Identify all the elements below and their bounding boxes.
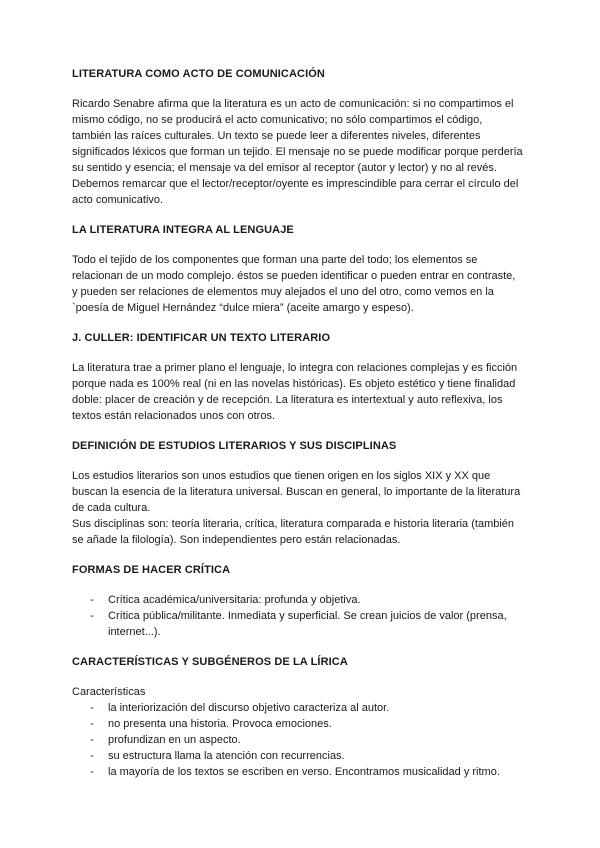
bullet-marker: - xyxy=(90,718,94,730)
bullet-marker: - xyxy=(90,594,94,606)
paragraph-line: porque nada es 100% real (ni en las novelas históricas). Es objeto estético y tiene finalidad xyxy=(72,378,516,390)
section-culler xyxy=(72,330,532,424)
paragraph-line: mismo código, no se producirá el acto comunicativo; no sólo compartimos el código, xyxy=(72,114,483,126)
paragraph-line: Los estudios literarios son unos estudios que tienen origen en los siglos XIX y XX que xyxy=(72,470,491,482)
bullet-list xyxy=(72,592,532,640)
list-item-text: su estructura llama la atención con recurrencias. xyxy=(108,750,345,762)
paragraph-line: La literatura trae a primer plano el lenguaje, lo integra con relaciones complejas y es ficción xyxy=(72,362,518,374)
section-heading: CARACTERÍSTICAS Y SUBGÉNEROS DE LA LÍRICA xyxy=(72,656,348,668)
bullet-marker: - xyxy=(90,750,94,762)
list-item-text: Crítica académica/universitaria: profunda y objetiva. xyxy=(108,594,361,606)
bullet-marker: - xyxy=(90,734,94,746)
document-body xyxy=(72,66,532,794)
paragraph-line: de cada cultura. xyxy=(72,502,151,514)
list-item-text: profundizan en un aspecto. xyxy=(108,734,241,746)
paragraph-line: se añade la filología). Son independientes pero están relacionadas. xyxy=(72,534,401,546)
paragraph-line: Debemos remarcar que el lector/receptor/oyente es imprescindible para cerrar el círculo del xyxy=(72,178,519,190)
section-literatura-lenguaje xyxy=(72,222,532,316)
paragraph-line: su sentido y esencia; el mensaje va del emisor al receptor (autor y lector) y no al revés. xyxy=(72,162,497,174)
section-estudios-literarios xyxy=(72,438,532,548)
section-heading: DEFINICIÓN DE ESTUDIOS LITERARIOS Y SUS DISCIPLINAS xyxy=(72,440,397,452)
section-paragraph xyxy=(72,96,532,208)
section-formas-critica xyxy=(72,562,532,640)
bullet-marker: - xyxy=(90,610,94,622)
section-paragraph xyxy=(72,252,532,316)
section-paragraph xyxy=(72,468,532,548)
list-item xyxy=(72,608,532,640)
paragraph-line: relacionan de un modo complejo. éstos se pueden identificar o pueden entrar en contraste, xyxy=(72,270,516,282)
bullet-marker: - xyxy=(90,766,94,778)
list-item xyxy=(72,764,532,780)
list-item xyxy=(72,716,532,732)
section-paragraph xyxy=(72,360,532,424)
list-item-text: internet...). xyxy=(108,626,161,638)
section-heading: J. CULLER: IDENTIFICAR UN TEXTO LITERARIO xyxy=(72,332,331,344)
list-item-text: no presenta una historia. Provoca emociones. xyxy=(108,718,332,730)
list-item-text: Crítica pública/militante. Inmediata y superficial. Se crean juicios de valor (prensa, xyxy=(108,610,507,622)
paragraph-line: acto comunicativo. xyxy=(72,194,164,206)
bullet-list xyxy=(72,700,532,780)
paragraph-line: textos están relacionados unos con otros. xyxy=(72,410,276,422)
paragraph-line: Ricardo Senabre afirma que la literatura es un acto de comunicación: si no compartimos el xyxy=(72,98,514,110)
paragraph-line: y pueden ser relaciones de elementos muy alejados el uno del otro, como vemos en la xyxy=(72,286,494,298)
list-item-text: la interiorización del discurso objetivo caracteriza al autor. xyxy=(108,702,390,714)
list-item-text: la mayoría de los textos se escriben en verso. Encontramos musicalidad y ritmo. xyxy=(108,766,500,778)
paragraph-line: significados léxicos que forman un tejido. El mensaje no se puede modificar porque perdería xyxy=(72,146,523,158)
list-item xyxy=(72,732,532,748)
list-intro: Características xyxy=(72,686,146,698)
paragraph-line: también las raíces culturales. Un texto se puede leer a diferentes niveles, diferentes xyxy=(72,130,481,142)
paragraph-line: `poesía de Miguel Hernández “dulce miera” (aceite amargo y espeso). xyxy=(72,302,414,314)
paragraph-line: Todo el tejido de los componentes que forman una parte del todo; los elementos se xyxy=(72,254,478,266)
section-heading: LITERATURA COMO ACTO DE COMUNICACIÓN xyxy=(72,68,325,80)
section-lirica xyxy=(72,654,532,780)
paragraph-line: doble: placer de creación y de recepción. La literatura es intertextual y auto reflexiva, los xyxy=(72,394,503,406)
section-heading: FORMAS DE HACER CRÍTICA xyxy=(72,564,231,576)
bullet-marker: - xyxy=(90,702,94,714)
paragraph-line: buscan la esencia de la literatura universal. Buscan en general, lo importante de la literatura xyxy=(72,486,521,498)
list-item xyxy=(72,592,532,608)
section-heading: LA LITERATURA INTEGRA AL LENGUAJE xyxy=(72,224,294,236)
section-literatura-comunicacion xyxy=(72,66,532,208)
paragraph-line: Sus disciplinas son: teoría literaria, crítica, literatura comparada e historia literaria (también xyxy=(72,518,515,530)
list-item xyxy=(72,700,532,716)
list-item xyxy=(72,748,532,764)
